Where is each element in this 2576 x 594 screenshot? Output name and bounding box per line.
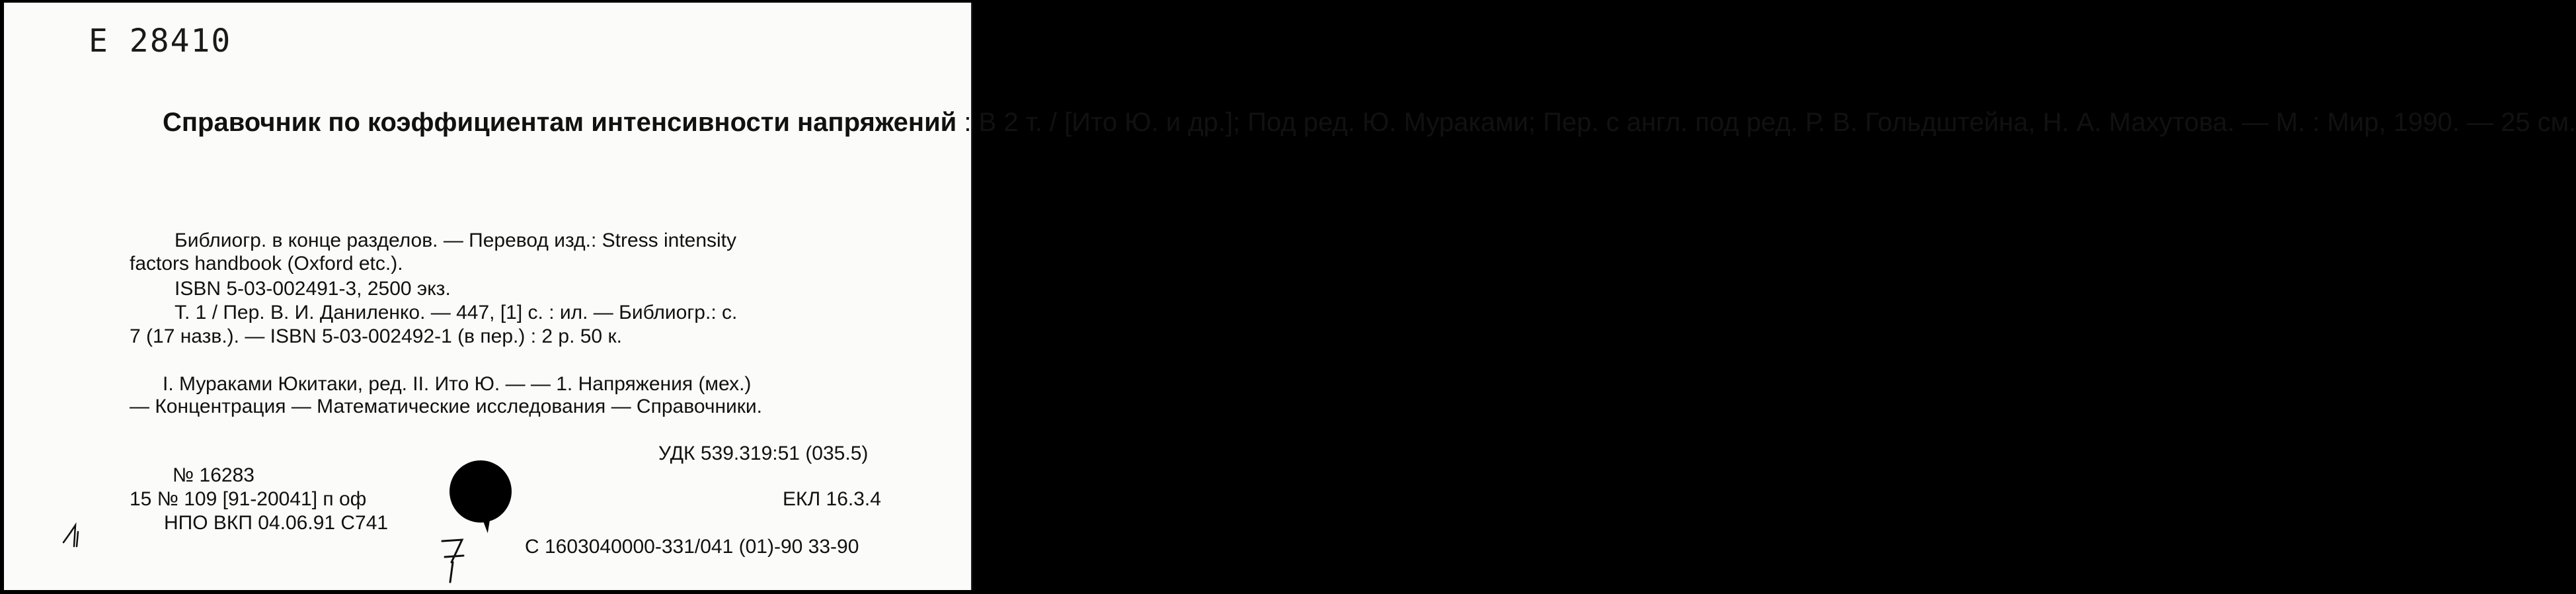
udk-code: УДК 539.319:51 (035.5) [658,443,869,464]
punch-hole-tail [481,516,490,533]
handwritten-seven-mark [437,536,470,585]
order-line: 15 № 109 [91-20041] п оф [130,488,367,510]
title-rest: : В 2 т. / [Ито Ю. и др.]; Под ред. Ю. Мураками; Пер. с англ. под ред. Р. В. Гольдштейна, Н. А. Махутова. — М. : Мир, 1990. — 25 см. [956,108,2576,137]
catalog-card [4,3,2576,590]
title-block [130,108,2576,137]
ekl-code: ЕКЛ 16.3.4 [783,488,881,510]
bibliography-note-line2: factors handbook (Oxford etc.). [130,253,403,275]
punch-hole [449,460,512,523]
inventory-number: Е 28410 [89,22,232,60]
tracings-line2: — Концентрация — Математические исследования — Справочники. [130,396,763,417]
handwritten-one-mark [61,523,85,549]
record-number: № 16283 [173,464,254,486]
volume-line1: Т. 1 / Пер. В. И. Даниленко. — 447, [1] с. : ил. — Библиогр.: с. [175,302,738,323]
isbn-line: ISBN 5-03-002491-3, 2500 экз. [175,278,451,300]
classification-code: С 1603040000-331/041 (01)-90 33-90 [525,536,859,558]
volume-line2: 7 (17 назв.). — ISBN 5-03-002492-1 (в пер.) : 2 р. 50 к. [130,325,622,347]
bibliography-note-line1: Библиогр. в конце разделов. — Перевод изд.: Stress intensity [175,230,737,251]
tracings-line1: I. Мураками Юкитаки, ред. II. Ито Ю. — — 1. Напряжения (мех.) [163,373,752,395]
title-bold: Справочник по коэффициентам интенсивности напряжений [163,108,957,137]
npo-line: НПО ВКП 04.06.91 С741 [164,512,389,534]
